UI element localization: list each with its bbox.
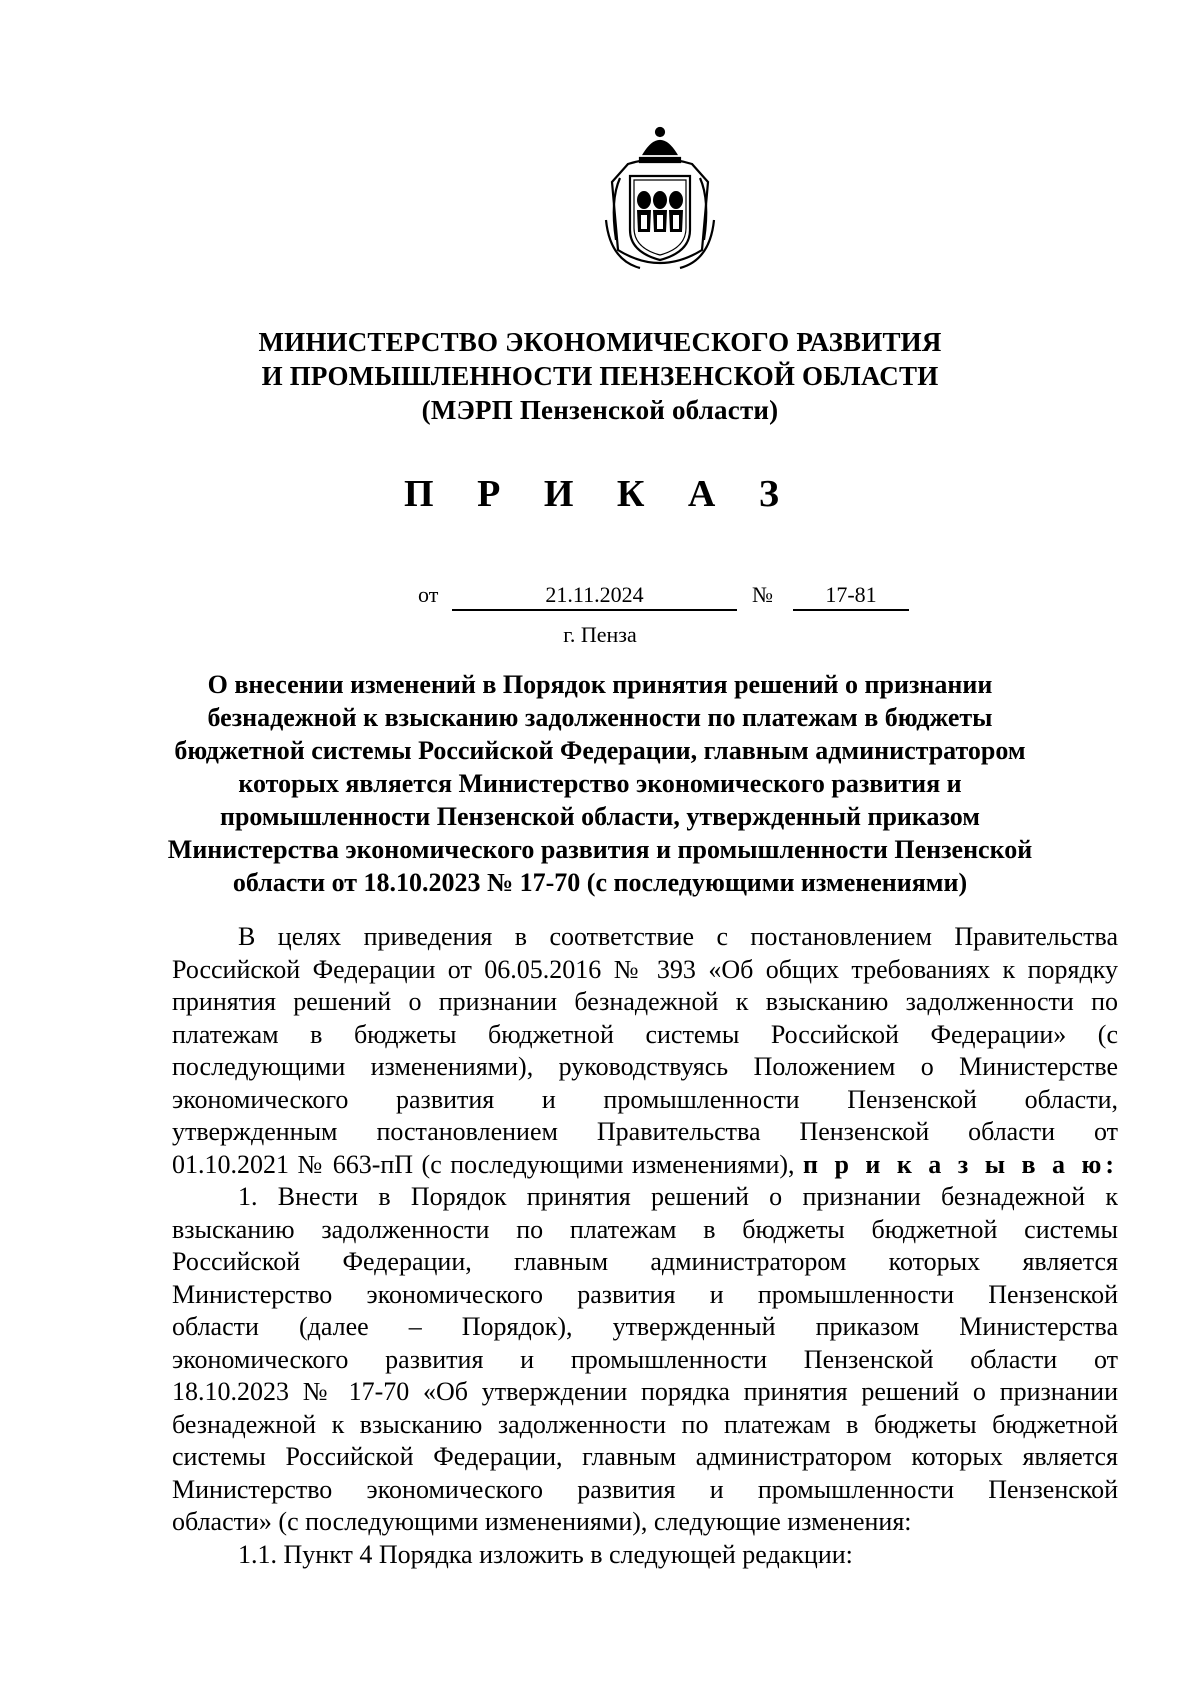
title-line: которых является Министерство экономического развития и: [238, 769, 962, 798]
date-label: от: [418, 582, 439, 607]
paragraph-line: Министерство экономического развития и промышленности Пензенской: [172, 1279, 1118, 1309]
paragraph-line: экономического развития и промышленности Пензенской области от: [172, 1344, 1118, 1374]
paragraph-line: принятия решений о признании безнадежной к взысканию задолженности по: [172, 987, 1118, 1016]
title-line: бюджетной системы Российской Федерации, главным администратором: [174, 736, 1026, 765]
paragraph-line: экономического развития и промышленности Пензенской области,: [172, 1084, 1118, 1114]
title-line: Министерства экономического развития и промышленности Пензенской: [167, 835, 1033, 864]
paragraph-line: [172, 1149, 1118, 1182]
paragraph-line: безнадежной к взысканию задолженности по платежам в бюджеты бюджетной: [172, 1409, 1118, 1439]
title-line: О внесении изменений в Порядок принятия решений о признании: [207, 670, 993, 699]
ministry-name-line2: И ПРОМЫШЛЕННОСТИ ПЕНЗЕНСКОЙ ОБЛАСТИ: [261, 361, 939, 391]
paragraph-line: системы Российской Федерации, главным администратором которых является: [172, 1442, 1118, 1471]
paragraph-line: Российской Федерации от 06.05.2016 № 393 «Об общих требованиях к порядку: [172, 954, 1118, 984]
order-body: [172, 921, 1118, 1571]
order-date: 21.11.2024: [452, 582, 737, 611]
number-label: №: [752, 582, 773, 607]
paragraph-text: 01.10.2021 № 663-пП (с последующими изменениями),: [172, 1149, 795, 1179]
title-line: безнадежной к взысканию задолженности по платежам в бюджеты: [207, 703, 993, 732]
coat-of-arms-icon: [600, 120, 720, 280]
paragraph-line: Российской Федерации, главным администратором которых является: [172, 1247, 1118, 1276]
paragraph-line: взысканию задолженности по платежам в бюджеты бюджетной системы: [172, 1214, 1118, 1244]
document-type: П Р И К А З: [404, 473, 796, 515]
ministry-short-name: (МЭРП Пензенской области): [421, 395, 779, 425]
paragraph-line: области (далее – Порядок), утвержденный приказом Министерства: [172, 1312, 1118, 1341]
ministry-name-line1: МИНИСТЕРСТВО ЭКОНОМИЧЕСКОГО РАЗВИТИЯ: [258, 327, 942, 357]
order-word: п р и к а з ы в а ю:: [803, 1149, 1118, 1179]
paragraph-line: 1.1. Пункт 4 Порядка изложить в следующей редакции:: [238, 1539, 853, 1569]
paragraph-line: Министерство экономического развития и промышленности Пензенской: [172, 1474, 1118, 1504]
title-line: промышленности Пензенской области, утвержденный приказом: [219, 802, 980, 831]
paragraph-line: последующими изменениями), руководствуясь Положением о Министерстве: [172, 1052, 1118, 1081]
city: г. Пенза: [563, 622, 637, 647]
order-title: [160, 668, 1040, 899]
title-line: области от 18.10.2023 № 17-70 (с последующими изменениями): [232, 868, 968, 897]
paragraph-line: 1. Внести в Порядок принятия решений о признании безнадежной к: [238, 1182, 1118, 1211]
ministry-header: [170, 325, 1030, 427]
paragraph-line: 18.10.2023 № 17-70 «Об утверждении порядка принятия решений о признании: [172, 1377, 1118, 1406]
paragraph-line: области» (с последующими изменениями), следующие изменения:: [172, 1507, 912, 1536]
order-number: 17-81: [793, 582, 909, 611]
paragraph-line: платежам в бюджеты бюджетной системы Российской Федерации» (с: [172, 1019, 1118, 1049]
paragraph-line: утвержденным постановлением Правительства Пензенской области от: [172, 1117, 1118, 1146]
paragraph-line: В целях приведения в соответствие с постановлением Правительства: [238, 922, 1118, 951]
